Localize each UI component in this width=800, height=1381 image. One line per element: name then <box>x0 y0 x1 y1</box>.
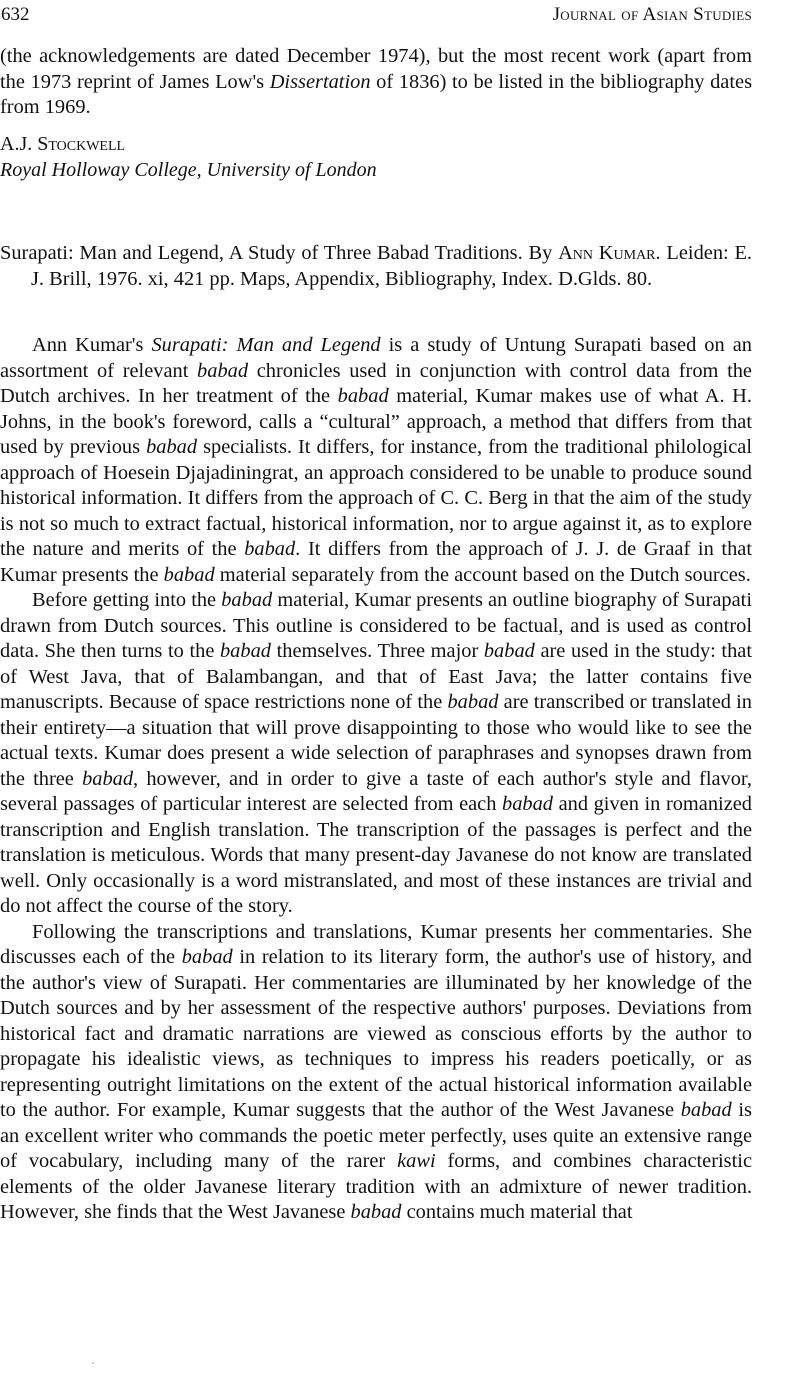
scan-speck <box>92 1362 94 1364</box>
review-paragraph-3: Following the transcriptions and translations, Kumar presents her commentaries. She discusses each of the babad in relation to its literary form, the author's use of history, and the author's view of Surapati. Her commentaries are illuminated by her knowledge of the Dutch sources and by her assessment of the respective authors' purposes. Deviations from historical fact and dramatic narrations are viewed as conscious efforts by the author to propagate his idealistic views, as techniques to impress his readers poetically, or as representing outright limitations on the extent of the actual historical information available to the author. For example, Kumar suggests that the author of the West Javanese babad is an excellent writer who commands the poetic meter perfectly, uses quite an extensive range of vocabulary, including many of the rarer kawi forms, and combines characteristic elements of the older Javanese literary tradition with an admixture of newer tradition. However, she finds that the West Javanese babad contains much material that <box>0 920 752 1223</box>
running-head <box>0 4 752 32</box>
book-citation: Surapati: Man and Legend, A Study of Three Babad Traditions. By Ann Kumar. Leiden: E. J. Brill, 1976. xi, 421 pp. Maps, Appendix, Bibliography, Index. D.Glds. 80. <box>0 242 753 290</box>
book-author: Ann Kumar. <box>558 242 661 264</box>
page-number: 632 <box>1 4 30 25</box>
review-body <box>0 333 752 1226</box>
book-title: Surapati: Man and Legend, A Study of Three Babad Traditions. <box>0 242 523 264</box>
previous-review-continuation: (the acknowledgements are dated December 1974), but the most recent work (apart from the 1973 reprint of James Low's Dissertation of 1836) to be listed in the bibliography dates from 1969. <box>0 45 753 118</box>
book-publication: Leiden: E. J. Brill, 1976. xi, 421 pp. Maps, Appendix, Bibliography, Index. D.Glds. 80. <box>31 242 753 290</box>
reviewer-affiliation: Royal Holloway College, University of London <box>0 159 377 181</box>
review-paragraph-2: Before getting into the babad material, Kumar presents an outline biography of Surapati drawn from Dutch sources. This outline is considered to be factual, and is used as control data. She then turns to the babad themselves. Three major babad are used in the study: that of West Java, that of Balambangan, and that of East Java; the latter contains five manuscripts. Because of space restrictions none of the babad are transcribed or translated in their entirety—a situation that will prove disappointing to those who would like to see the actual texts. Kumar does present a wide selection of paraphrases and synopses drawn from the three babad, however, and in order to give a taste of each author's style and flavor, several passages of particular interest are selected from each babad and given in romanized transcription and English translation. The transcription of the passages is perfect and the translation is meticulous. Words that many present-day Javanese do not know are translated well. Only occasionally is a word mistranslated, and most of these instances are trivial and do not affect the course of the story. <box>0 589 753 917</box>
review-paragraph-1: Ann Kumar's Surapati: Man and Legend is a study of Untung Surapati based on an assortment of relevant babad chronicles used in conjunction with control data from the Dutch archives. In her treatment of the babad material, Kumar makes use of what A. H. Johns, in the book's foreword, calls a “cultural” approach, a method that differs from that used by previous babad specialists. It differs, for instance, from the traditional philological approach of Hoesein Djajadiningrat, an approach considered to be unable to produce sound historical information. It differs from the approach of C. C. Berg in that the aim of the study is not so much to extract factual, historical information, nor to argue against it, as to explore the nature and merits of the babad. It differs from the approach of J. J. de Graaf in that Kumar presents the babad material separately from the account based on the Dutch sources. <box>0 334 753 586</box>
reviewer-name: A.J. Stockwell <box>0 133 126 155</box>
journal-title: Journal of Asian Studies <box>552 4 752 25</box>
